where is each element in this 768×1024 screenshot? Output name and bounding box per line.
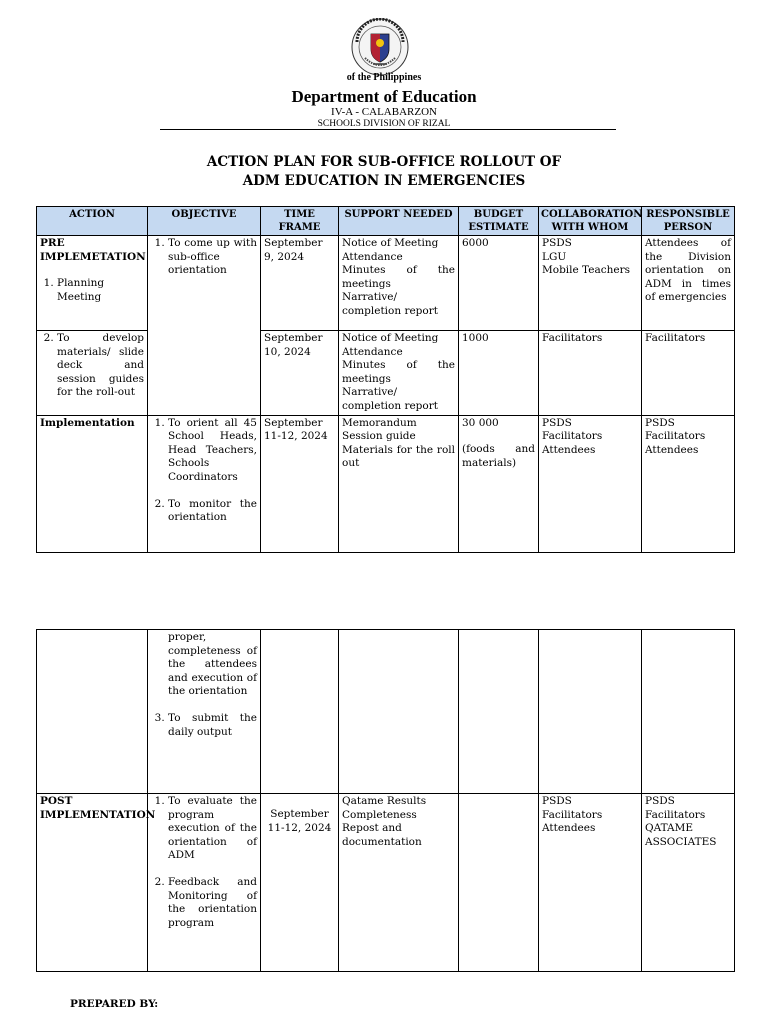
support-line: Session guide [342,430,416,443]
budget-value: 30 000 [462,416,499,429]
table-row [37,331,735,416]
budget-cell [459,415,539,552]
support-line: Narrative/ completion report [342,386,438,412]
collaboration-cell: Facilitators [539,331,642,416]
support-line: Attendance [342,250,403,263]
action-cell [37,236,148,331]
table-row [37,794,735,972]
action-item: 1. Planning Meeting [57,277,144,304]
col-header-time-frame: TIME FRAME [261,207,339,236]
time-frame-cell: September 11-12, 2024 [261,794,339,972]
table-row [37,630,735,794]
objective-cell [148,415,261,552]
budget-cell: 1000 [459,331,539,416]
collaboration-line: PSDS [542,237,572,249]
action-plan-table [36,206,735,553]
collaboration-cell [539,415,642,552]
header-department: Department of Education [291,87,477,106]
responsible-line: Facilitators [645,430,706,443]
support-cell [339,415,459,552]
collaboration-line: Mobile Teachers [542,264,630,277]
support-cell [339,236,459,331]
collaboration-cell [539,236,642,331]
support-line: Qatame Results [342,795,427,807]
budget-note: (foods and materials) [462,443,535,469]
header-region: IV-A - CALABARZON [331,106,437,118]
budget-cell: 6000 [459,236,539,331]
support-line: Notice of Meeting [342,237,439,249]
objective-cell [148,794,261,972]
objective-cell [148,630,261,794]
objective-item: 3. To submit the daily output [168,712,257,739]
responsible-cell [642,415,735,552]
title-line-1: ACTION PLAN FOR SUB-OFFICE ROLLOUT OF [206,154,562,170]
action-heading: PRE IMPLEMETATION [40,237,146,263]
time-frame-cell: September 9, 2024 [261,236,339,331]
table-header-row [37,207,735,236]
collaboration-line: PSDS [542,795,572,807]
table-row [37,236,735,331]
responsible-line: PSDS [645,795,675,807]
action-plan-table-continued [36,629,735,972]
document-title [0,153,768,191]
col-header-budget-estimate: BUDGET ESTIMATE [459,207,539,236]
responsible-cell: Attendees of the Division orientation on ADM in times of emergencies [642,236,735,331]
support-cell [339,331,459,416]
deped-seal-logo [351,18,409,76]
support-line: Minutes of the meetings [342,359,455,385]
responsible-cell [642,630,735,794]
support-line: Attendance [342,345,403,358]
col-header-objective: OBJECTIVE [148,207,261,236]
support-line: Completeness Repost and documentation [342,808,422,848]
objective-item: 1. To come up with sub-office orientation [168,237,257,278]
action-cell [37,630,148,794]
action-heading: POST IMPLEMENTATION [37,794,148,972]
col-header-action: ACTION [37,207,148,236]
collaboration-cell [539,630,642,794]
col-header-collaboration: COLLABORATION WITH WHOM [539,207,642,236]
collaboration-cell [539,794,642,972]
responsible-line: PSDS [645,416,675,429]
collaboration-line: LGU [542,250,567,263]
time-frame-cell: September 10, 2024 [261,331,339,416]
header-country: of the Philippines [346,72,422,83]
collaboration-line: Attendees [542,822,596,835]
budget-cell [459,794,539,972]
support-cell [339,630,459,794]
objective-item: 2. Feedback and Monitoring of the orientation program [168,876,257,930]
objective-item: 2. To monitor the orientation [168,498,257,525]
objective-item: 1. To orient all 45 School Heads, Head Teachers, Schools Coordinators [168,417,257,485]
support-cell [339,794,459,972]
title-line-2: ADM EDUCATION IN EMERGENCIES [242,173,526,189]
collaboration-line: PSDS [542,416,572,429]
collaboration-line: Facilitators [542,430,603,443]
table-row [37,415,735,552]
budget-cell [459,630,539,794]
responsible-cell [642,794,735,972]
action-heading: Implementation [37,415,148,552]
collaboration-line: Facilitators [542,808,603,821]
responsible-line: Attendees [645,443,699,456]
responsible-line: Facilitators [645,808,706,821]
prepared-by-label: PREPARED BY: [70,998,159,1010]
action-cell [37,331,148,416]
time-frame-cell: September 11-12, 2024 [261,415,339,552]
support-line: Notice of Meeting [342,332,439,344]
responsible-cell: Facilitators [642,331,735,416]
col-header-responsible-person: RESPONSIBLE PERSON [642,207,735,236]
objective-continued: proper, completeness of the attendees and execution of the orientation [168,631,257,698]
support-line: Minutes of the meetings [342,264,455,290]
col-header-support-needed: SUPPORT NEEDED [339,207,459,236]
support-line: Memorandum [342,416,417,429]
collaboration-line: Attendees [542,443,596,456]
support-line: Narrative/ completion report [342,291,438,317]
time-frame-cell [261,630,339,794]
objective-item: 1. To evaluate the program execution of the orientation of ADM [168,795,257,863]
header-division: SCHOOLS DIVISION OF RIZAL [317,119,451,129]
responsible-line: QATAME ASSOCIATES [645,822,717,848]
action-item: 2. To develop materials/ slide deck and session guides for the roll-out [57,332,144,400]
support-line: Materials for the roll out [342,443,455,470]
objective-cell [148,236,261,416]
header-divider [160,129,616,130]
